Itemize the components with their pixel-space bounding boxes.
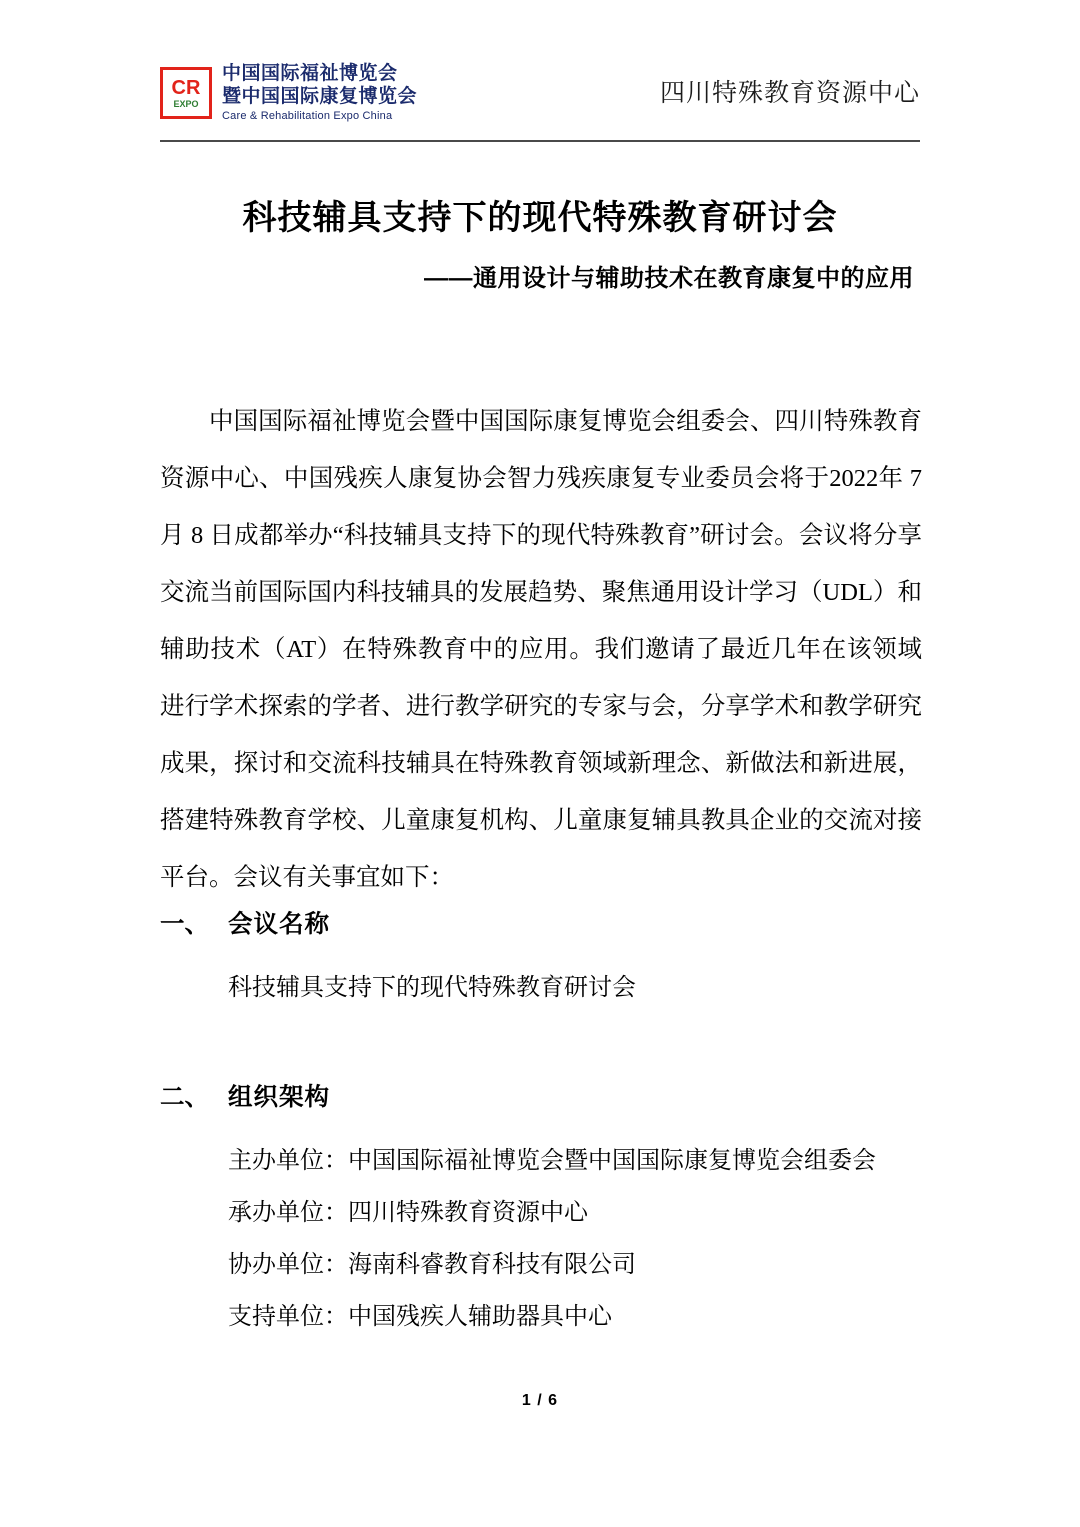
section-2-line-1: 主办单位：中国国际福祉博览会暨中国国际康复博览会组委会 [228,1148,876,1174]
page-number: 1 / 6 [521,1392,559,1409]
section-1-title: 会议名称 [228,911,330,938]
intro-paragraph: 中国国际福祉博览会暨中国国际康复博览会组委会、四川特殊教育资源中心、中国残疾人康复协会智力残疾康复专业委员会将于2022年 7 月 8 日成都举办“科技辅具支持下的现代特殊教育”研讨会。会议将分享交流当前国际国内科技辅具的发展趋势、聚焦通用设计学习（UDL）和辅助技术（AT）在特殊教育中的应用。我们邀请了最近几年在该领域进行学术探索的学者、进行教学研究的专家与会，分享学术和教学研究成果，探讨和交流科技辅具在特殊教育领域新理念、新做法和新进展，搭建特殊教育学校、儿童康复机构、儿童康复辅具教具企业的交流对接平台。会议有关事宜如下： [160,407,922,891]
section-2-number: 二、 [160,1084,209,1111]
section-2-title: 组织架构 [228,1084,330,1111]
logo-mark-expo: EXPO [173,98,199,109]
logo-line-1: 中国国际福祉博览会 [222,63,398,85]
logo-line-2: 暨中国国际康复博览会 [222,86,418,108]
document-subtitle: ——通用设计与辅助技术在教育康复中的应用 [424,265,914,292]
section-organization [160,1078,922,1343]
section-1-number: 一、 [160,911,209,938]
logo-line-3: Care & Rehabilitation Expo China [222,110,393,123]
section-2-line-2: 承办单位：四川特殊教育资源中心 [228,1200,588,1226]
section-2-body [160,1135,922,1343]
header-organization-title: 四川特殊教育资源中心 [659,80,920,107]
expo-logo [160,62,417,130]
section-1-heading [160,905,922,940]
logo-mark-cr: CR [171,76,201,99]
section-2-line-3: 协办单位：海南科睿教育科技有限公司 [228,1252,636,1278]
section-2-heading [160,1078,922,1113]
section-2-line-4: 支持单位：中国残疾人辅助器具中心 [228,1304,612,1330]
cr-expo-logo-icon [160,67,212,119]
body-content [160,368,922,930]
section-1-body [160,962,922,1014]
section-1-line-1: 科技辅具支持下的现代特殊教育研讨会 [228,975,636,1001]
document-title: 科技辅具支持下的现代特殊教育研讨会 [242,199,838,237]
logo-text-block [222,62,417,124]
section-meeting-name [160,905,922,1014]
page-header [160,52,920,142]
